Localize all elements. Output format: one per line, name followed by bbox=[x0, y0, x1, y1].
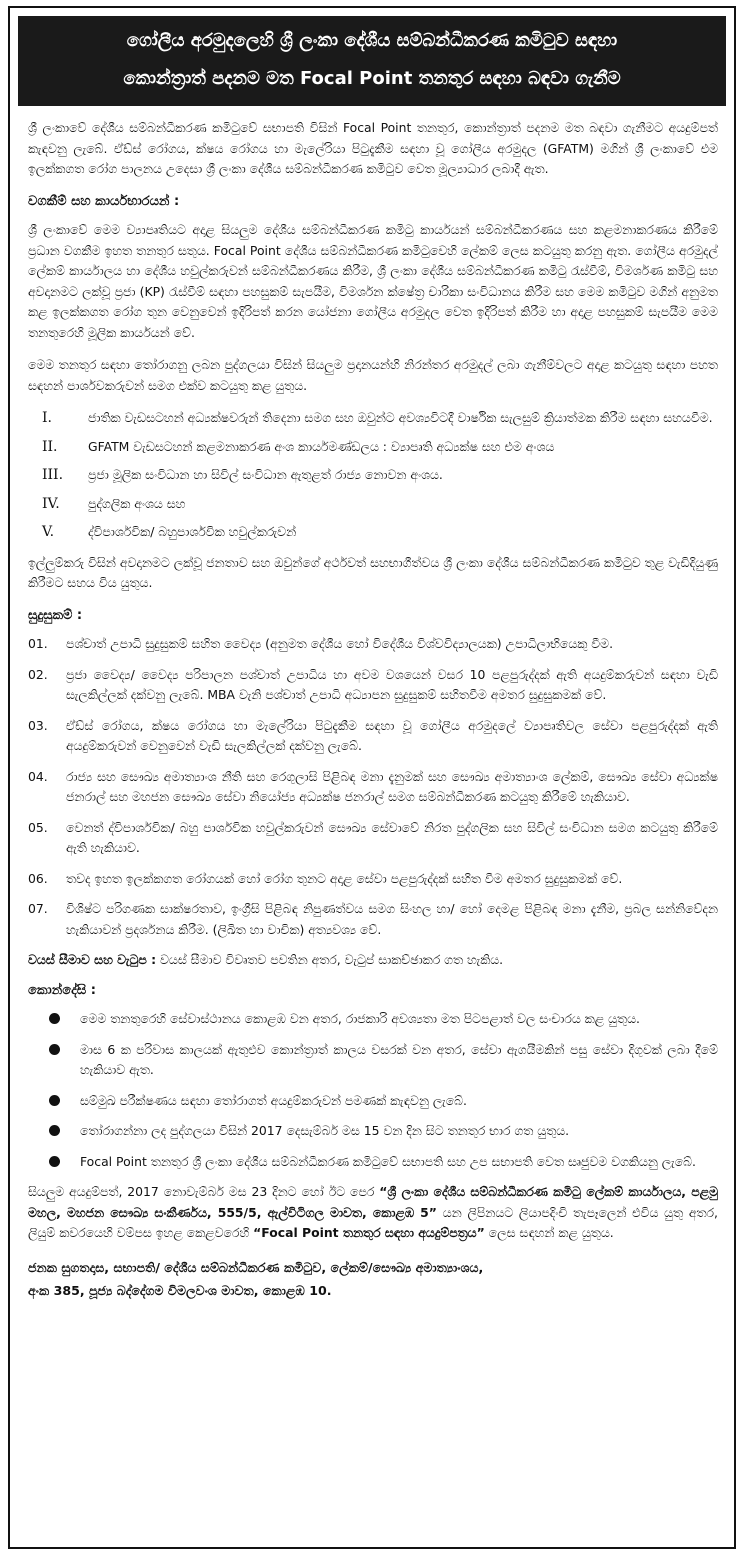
age-salary-text: වයස් සීමාව විවෘතව පවතින අතර, වැටුප් සාකච්ඡාකර ගත හැකිය. bbox=[156, 952, 504, 967]
list-marker: 03. bbox=[28, 717, 48, 733]
list-text: විශිෂ්ට පරිගණක සාක්ෂරතාව, ඉංග්‍රීසි පිළිබඳ නිපුණත්වය සමග සිංහල හා/ හෝ දෙමළ පිළිබඳ මනා දැනීම, ප්‍රබල සන්නිවේදන හැකියාවන් ප්‍රදර්ශනය කිරීම. (ලිඛිත හා වාචික) අත්‍යවශ්‍ය වේ. bbox=[66, 901, 718, 937]
conditions-list bbox=[28, 1009, 718, 1172]
list-item bbox=[28, 1091, 718, 1112]
envelope-subject: “Focal Point තනතුර සඳහා අයදුම්පත්‍රය” bbox=[253, 1225, 485, 1240]
list-item bbox=[28, 869, 718, 890]
signatory-line-1: ජනක සුගතදාස, සභාපති/ දේශීය සම්බන්ධීකරණ කමිටුව, ලේකම්/සෞඛ්‍ය අමාත්‍යාංශය, bbox=[28, 1259, 484, 1275]
list-marker: III. bbox=[42, 467, 64, 483]
list-marker: 01. bbox=[28, 636, 48, 651]
list-item bbox=[28, 494, 718, 515]
list-marker: 02. bbox=[28, 666, 48, 682]
list-item bbox=[28, 1121, 718, 1142]
signatory-block bbox=[28, 1256, 718, 1302]
header-title-line-2: කොන්ත්‍රාත් පදනම මත Focal Point තනතුර සඳහා බඳවා ගැනීම bbox=[123, 68, 621, 89]
list-text: පශ්චාත් උපාධි සුදුසුකම් සහිත වෛද්‍ය (අනුමත දේශීය හෝ විදේශීය විශ්වවිද්‍යාලයක) උපාධිලාභියෙකු වීම. bbox=[66, 636, 614, 651]
list-item bbox=[28, 408, 718, 429]
list-marker: II. bbox=[42, 438, 58, 455]
age-salary-label: වයස් සීමාව සහ වැටුප : bbox=[28, 952, 157, 967]
list-item bbox=[28, 1040, 718, 1081]
list-item bbox=[28, 818, 718, 859]
list-text: GFATM වැඩසටහන් කළමනාකරණ අංශ කාර්යමණ්ඩලය : ව්‍යාපෘති අධ්‍යක්ෂ සහ එම අංශය bbox=[88, 438, 555, 454]
conditions-heading: කොන්දේසි : bbox=[28, 982, 96, 998]
list-text: ප්‍රජා වෛද්‍ය/ වෛද්‍ය පරිපාලන පශ්චාත් උපාධිය හා අවම වශයෙන් වසර 10 පළපුරුද්දක් ඇති අයදුම්කරුවන් සඳහා වැඩි සැලකිල්ලක් දක්වනු ලැබේ. MBA වැනි පශ්චාත් උපාධි අධ්‍යාපන සුදුසුකම් සහිතවීම අමතර සුදුසුකමක් වේ. bbox=[66, 666, 718, 702]
duties-heading: වගකීම් සහ කාර්යභාරයන් : bbox=[28, 193, 180, 209]
list-marker: 06. bbox=[28, 870, 48, 886]
list-item bbox=[28, 437, 718, 458]
qualifications-heading: සුදුසුකම් : bbox=[28, 607, 83, 623]
qualifications-list bbox=[28, 634, 718, 940]
bullet-icon bbox=[28, 1009, 80, 1030]
header-title-line-1: ගෝලීය අරමුදලෙහි ශ්‍රී ලංකා දේශීය සම්බන්ධීකරණ කමිටුව සඳහා bbox=[126, 30, 618, 51]
list-text: සම්මුඛ පරීක්ෂණය සඳහා තෝරාගත් අයදුම්කරුවන් පමණක් කැඳවනු ලැබේ. bbox=[80, 1092, 467, 1108]
list-text: තවද ඉහත ඉලක්කගත රෝගයක් හෝ රෝග තුනට අදාළ සේවා පළපුරුද්දක් සහිත වීම අමතර සුදුසුකමක් වේ. bbox=[66, 870, 623, 886]
duties-paragraph-1: ශ්‍රී ලංකාවේ මෙම ව්‍යාපෘතියට අදාළ සියලුම දේශීය සම්බන්ධීකරණ කමිටු කාර්යයන් සම්බන්ධීකරණය සහ කළමනාකරණය කිරීමේ ප්‍රධාන වගකීම ඉහත තනතුර සතුය. Focal Point දේශීය සම්බන්ධීකරණ කමිටුවෙහි ලේකම් ලෙස කටයුතු කරනු ඇත. ගෝලීය අරමුදල් ලේකම් කාර්යාලය හා දේශීය හවුල්කරුවන් සම්බන්ධීකරණය කිරීම, ශ්‍රී ලංකා දේශීය සම්බන්ධීකරණ කමිටු රැස්වීම්, විමර්ශණ කමිටු සහ අවදානමට ලක්වූ ප්‍රජා (KP) රැස්වීම් සඳහා පහසුකම් සැපයීම, විමර්ශන ක්ෂේත්‍ර චාරිකා සංවිධානය කිරීම සහ මෙම කමිටුව මගින් අනුමත කළ ඉලක්කගත රෝග තුන වෙනුවෙන් ඉදිරිපත් කරන යෝජනා ගෝලීය අරමුදල වෙත ඉදිරිපත් කිරීම හා අදාළ පහසුකම් සැපයීම මෙම තනතුරෙහි මූලික කාර්යයන් වේ. bbox=[28, 222, 718, 340]
list-text: රාජ්‍ය සහ සෞඛ්‍ය අමාත්‍යාංශ නීති සහ රෙගුලාසි පිළිබඳ මනා දැනුමක් සහ සෞඛ්‍ය අමාත්‍යාංශ ලේකම්, සෞඛ්‍ය සේවා අධ්‍යක්ෂ ජනරාල් සහ මහජන සෞඛ්‍ය සේවා නියෝජ්‍ය අධ්‍යක්ෂ ජනරාල් සමග සම්බන්ධීකරණ කටයුතු කිරීමේ හැකියාව. bbox=[66, 768, 718, 804]
list-marker: I. bbox=[42, 410, 52, 426]
list-text: ඒඩ්ස් රෝගය, ක්ෂය රෝගය හා මැලේරියා පිටුදැකීම සඳහා වූ ගෝලීය අරමුදලේ ව්‍යාපෘතිවල සේවා පළපුරුද්දක් ඇති අයදුම්කරුවන් වෙනුවෙන් වැඩි සැලකිල්ලක් දක්වනු ලැබේ. bbox=[66, 717, 718, 753]
list-marker: IV. bbox=[42, 495, 60, 512]
list-text: මෙම තනතුරෙහි සේවාස්ථානය කොළඹ වන අතර, රාජකාරි අවශ්‍යතා මත පිටපළාත් වල සංචාරය කළ යුතුය. bbox=[80, 1011, 640, 1026]
list-item bbox=[28, 465, 718, 486]
list-item bbox=[28, 1009, 718, 1030]
list-text: ද්විපාර්ශවික/ බහුපාර්ශවික හවුල්කරුවන් bbox=[88, 524, 297, 539]
list-text: තෝරාගන්නා ලද පුද්ගලයා විසින් 2017 දෙසැම්බර් මස 15 වන දින සිට තනතුර භාර ගත යුතුය. bbox=[80, 1123, 570, 1138]
bullet-icon bbox=[28, 1040, 80, 1081]
list-marker: V. bbox=[42, 524, 55, 540]
list-text: ප්‍රජා මූලික සංවිධාන හා සිවිල් සංවිධාන ඇතුළත් රාජ්‍ය නොවන අංශය. bbox=[88, 467, 443, 482]
intro-paragraph: ශ්‍රී ලංකාවේ දේශීය සම්බන්ධීකරණ කමිටුවේ සභාපති විසින් Focal Point තනතුර, කොන්ත්‍රාත් පදනම මත බඳවා ගැනීමට අයදුම්පත් කැඳවනු ලැබේ. ඒඩ්ස් රෝගය, ක්ෂය රෝගය හා මැලේරියා පිටුදැකීම සඳහා වූ ගෝලීය අරමුදල (GFATM) මගින් ශ්‍රී ලංකාවේ එම ඉලක්කගත රෝග පාලනය උදෙසා ශ්‍රී ලංකා දේශීය සම්බන්ධීකරණ කමිටුව වෙත මූල්‍යාධාර ලබාදී ඇත. bbox=[28, 120, 718, 176]
duties-paragraph-3: ඉල්ලුම්කරු විසින් අවදානමට ලක්වූ ජනතාව සහ ඔවුන්ගේ අර්ථවත් සහභාගීත්වය ශ්‍රී ලංකා දේශීය සම්බන්ධීකරණ කමිටුව තුළ වැඩිදියුණු කිරීමට සහය විය යුතුය. bbox=[28, 554, 718, 590]
duties-paragraph-2: මෙම තනතුර සඳහා තෝරාගනු ලබන පුද්ගලයා විසින් සියලුම ප්‍රදානයන්හි නිරන්තර අරමුදල් ලබා ගැනීම්වලට අදාළ කටයුතු සඳහා පහත සඳහන් පාර්ශවකරුවන් සමග එක්ව කටයුතු කළ යුතුය. bbox=[28, 357, 718, 393]
partners-list bbox=[28, 408, 718, 543]
list-marker: 07. bbox=[28, 901, 48, 916]
advertisement-body bbox=[28, 118, 718, 1302]
list-text: පුද්ගලික අංශය සහ bbox=[88, 495, 186, 511]
bullet-icon bbox=[28, 1091, 80, 1112]
list-item bbox=[28, 665, 718, 706]
list-item bbox=[28, 1152, 718, 1173]
instructions-text-3: ලෙස සඳහන් කළ යුතුය. bbox=[484, 1225, 614, 1240]
list-item bbox=[28, 716, 718, 757]
instructions-text-1: සියලුම අයදුම්පත්, 2017 නොවැම්බර් මස 23 දිනට හෝ ඊට පෙර bbox=[28, 1184, 380, 1199]
advertisement-frame bbox=[8, 6, 736, 1549]
list-text: වෙනත් ද්විපාර්ශවික/ බහු පාර්ශවික හවුල්කරුවන් සෞඛ්‍ය සේවාවේ නිරත පුද්ගලික සහ සිවිල් සංවිධාන සමග කටයුතු කිරීමේ ඇති හැකියාව. bbox=[66, 819, 718, 855]
list-text: මාස 6 ක පරිවාස කාලයක් ඇතුළුව කොන්ත්‍රාත් කාලය වසරක් වන අතර, සේවා ඇගයීමකින් පසු සේවා දිගුවක් ලබා දීමේ හැකියාව ඇත. bbox=[80, 1041, 718, 1077]
list-item bbox=[28, 767, 718, 808]
bullet-icon bbox=[28, 1121, 80, 1142]
instructions-text-2: යන ලිපිනයට ලියාපදිංචි තැපෑලෙන් එවිය යුතු අතර, ලියුම් කවරයෙහි වම්පස ඉහළ කෙළවරෙහි bbox=[28, 1204, 718, 1240]
bullet-icon bbox=[28, 1152, 80, 1173]
list-text: Focal Point තනතුර ශ්‍රී ලංකා දේශීය සම්බන්ධීකරණ කමිටුවේ සභාපති සහ උප සභාපති වෙත සෘජුවම වගකියනු ලැබේ. bbox=[80, 1153, 696, 1169]
submission-address: “ශ්‍රී ලංකා දේශීය සම්බන්ධීකරණ කමිටු ලේකම් කාර්යාලය, පළමු මහල, මහජන සෞඛ්‍ය සංකීර්ණය, 555/5, ඇල්විටිගල මාවත, කොළඹ 5” bbox=[28, 1184, 719, 1220]
list-item bbox=[28, 634, 718, 655]
age-salary-paragraph bbox=[28, 950, 718, 971]
signatory-line-2: අංක 385, පූජ්‍ය බද්දේගම විමලවංශ මාවත, කොළඹ 10. bbox=[28, 1282, 332, 1298]
list-item bbox=[28, 522, 718, 543]
list-marker: 05. bbox=[28, 819, 48, 835]
list-item bbox=[28, 899, 718, 940]
application-instructions bbox=[28, 1182, 718, 1244]
list-marker: 04. bbox=[28, 768, 48, 784]
advertisement-header bbox=[18, 16, 726, 106]
list-text: ජාතික වැඩසටහන් අධ්‍යක්ෂවරුන් තිදෙනා සමග සහ ඔවුන්ට අවශ්‍යවිටදී වාර්ෂික සැලසුම් ක්‍රියාත්මක කිරීම සඳහා සහයවීම. bbox=[88, 410, 713, 425]
